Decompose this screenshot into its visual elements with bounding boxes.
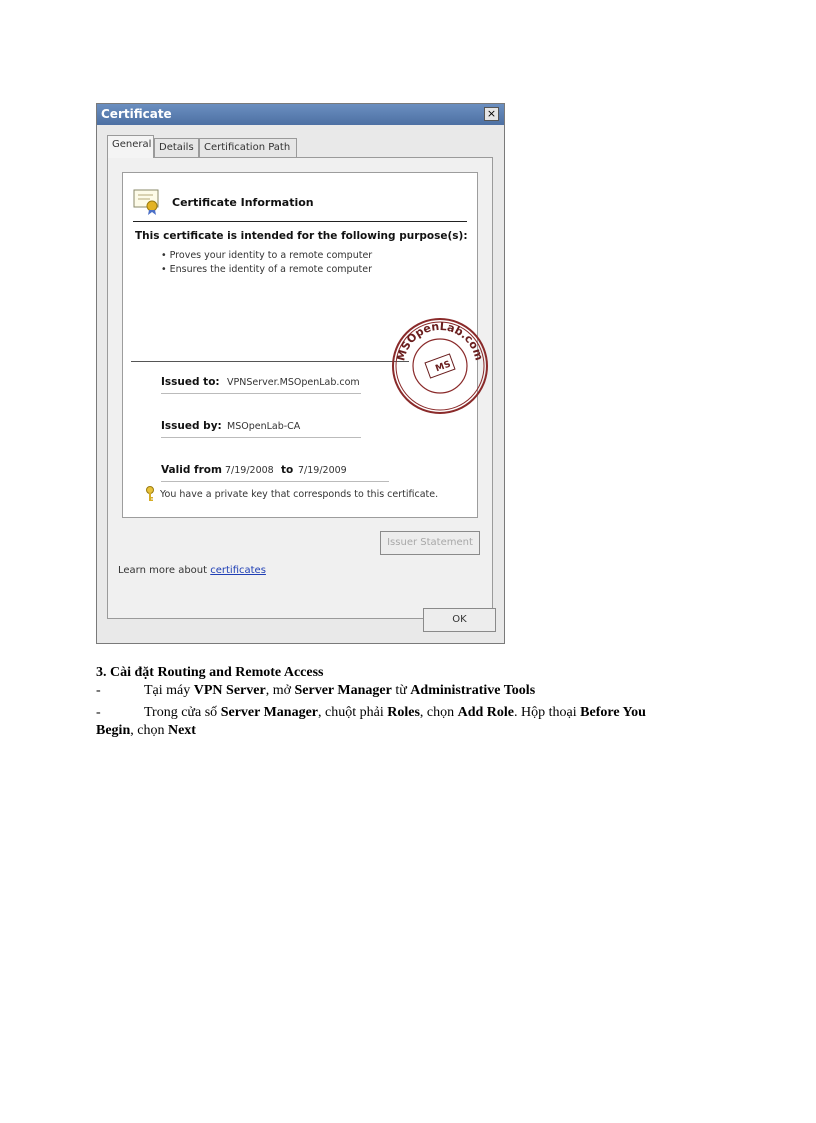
issued-to-underline xyxy=(161,393,361,394)
step-2-bold: Before You xyxy=(580,705,646,720)
step-1-text: từ xyxy=(391,683,411,698)
learn-more-text xyxy=(118,565,266,576)
purpose-divider xyxy=(131,361,409,362)
issued-by-value: MSOpenLab-CA xyxy=(227,421,301,432)
step-2-bold: Add Role xyxy=(457,705,515,720)
certificate-dialog xyxy=(96,103,505,644)
step-2 xyxy=(144,704,724,722)
msopenlab-stamp-icon xyxy=(390,316,490,416)
dialog-title: Certificate xyxy=(101,107,172,121)
section-heading xyxy=(96,664,324,682)
tab-details[interactable]: Details xyxy=(154,138,199,157)
purpose-item: • Ensures the identity of a remote computer xyxy=(161,264,373,275)
title-bar xyxy=(97,104,504,125)
key-icon xyxy=(145,486,155,502)
step-2-continued xyxy=(96,722,196,740)
step-1-text: , mở xyxy=(265,683,295,698)
valid-from-label: Valid from xyxy=(161,464,222,476)
header-divider xyxy=(133,221,467,222)
certificate-icon xyxy=(133,189,161,215)
purpose-item: • Proves your identity to a remote computer xyxy=(161,250,373,261)
step-2-text: , chuột phải xyxy=(318,705,388,720)
bullet-marker: - xyxy=(96,705,101,720)
general-panel xyxy=(107,157,493,619)
learn-more-prefix: Learn more about xyxy=(118,565,211,576)
step-2-text: . Hộp thoại xyxy=(514,705,581,720)
certificate-info-title: Certificate Information xyxy=(172,196,314,209)
issued-by-underline xyxy=(161,437,361,438)
tab-certification-path[interactable]: Certification Path xyxy=(199,138,297,157)
close-button[interactable]: × xyxy=(484,107,499,121)
step-1-bold: VPN Server xyxy=(193,683,266,698)
step-2-bold: Begin xyxy=(96,723,131,738)
step-2-text: , chọn xyxy=(130,723,168,738)
step-1 xyxy=(144,682,724,700)
private-key-note: You have a private key that corresponds to this certificate. xyxy=(160,489,439,500)
svg-text:MSOpenLab.com xyxy=(394,320,485,362)
purpose-heading: This certificate is intended for the following purpose(s): xyxy=(135,230,468,242)
certificates-link[interactable]: certificates xyxy=(210,565,266,576)
step-2-bold: Server Manager xyxy=(220,705,319,720)
valid-to-value: 7/19/2009 xyxy=(298,465,347,476)
step-2-text: , chọn xyxy=(419,705,458,720)
step-2-bold: Roles xyxy=(387,705,420,720)
stamp-ring-text: MSOpenLab.com xyxy=(394,319,486,363)
tab-general[interactable]: General xyxy=(107,135,154,158)
valid-underline xyxy=(161,481,389,482)
step-1-text: Tại máy xyxy=(144,683,194,698)
issued-by-label: Issued by: xyxy=(161,420,222,432)
issued-to-value: VPNServer.MSOpenLab.com xyxy=(227,377,360,388)
step-1-bold: Administrative Tools xyxy=(410,683,536,698)
certificate-info-box xyxy=(122,172,486,518)
step-2-bold: Next xyxy=(167,723,196,738)
section-heading-text: 3. Cài đặt Routing and Remote Access xyxy=(96,665,324,680)
issuer-statement-button[interactable]: Issuer Statement xyxy=(380,531,480,555)
step-2-text: Trong cửa số xyxy=(144,705,221,720)
ok-button[interactable]: OK xyxy=(423,608,496,632)
valid-from-value: 7/19/2008 xyxy=(225,465,274,476)
issued-to-label: Issued to: xyxy=(161,376,220,388)
step-1-bold: Server Manager xyxy=(294,683,392,698)
bullet-marker: - xyxy=(96,683,101,698)
stamp-center-text: MS xyxy=(434,359,453,375)
valid-to-label: to xyxy=(281,464,294,476)
